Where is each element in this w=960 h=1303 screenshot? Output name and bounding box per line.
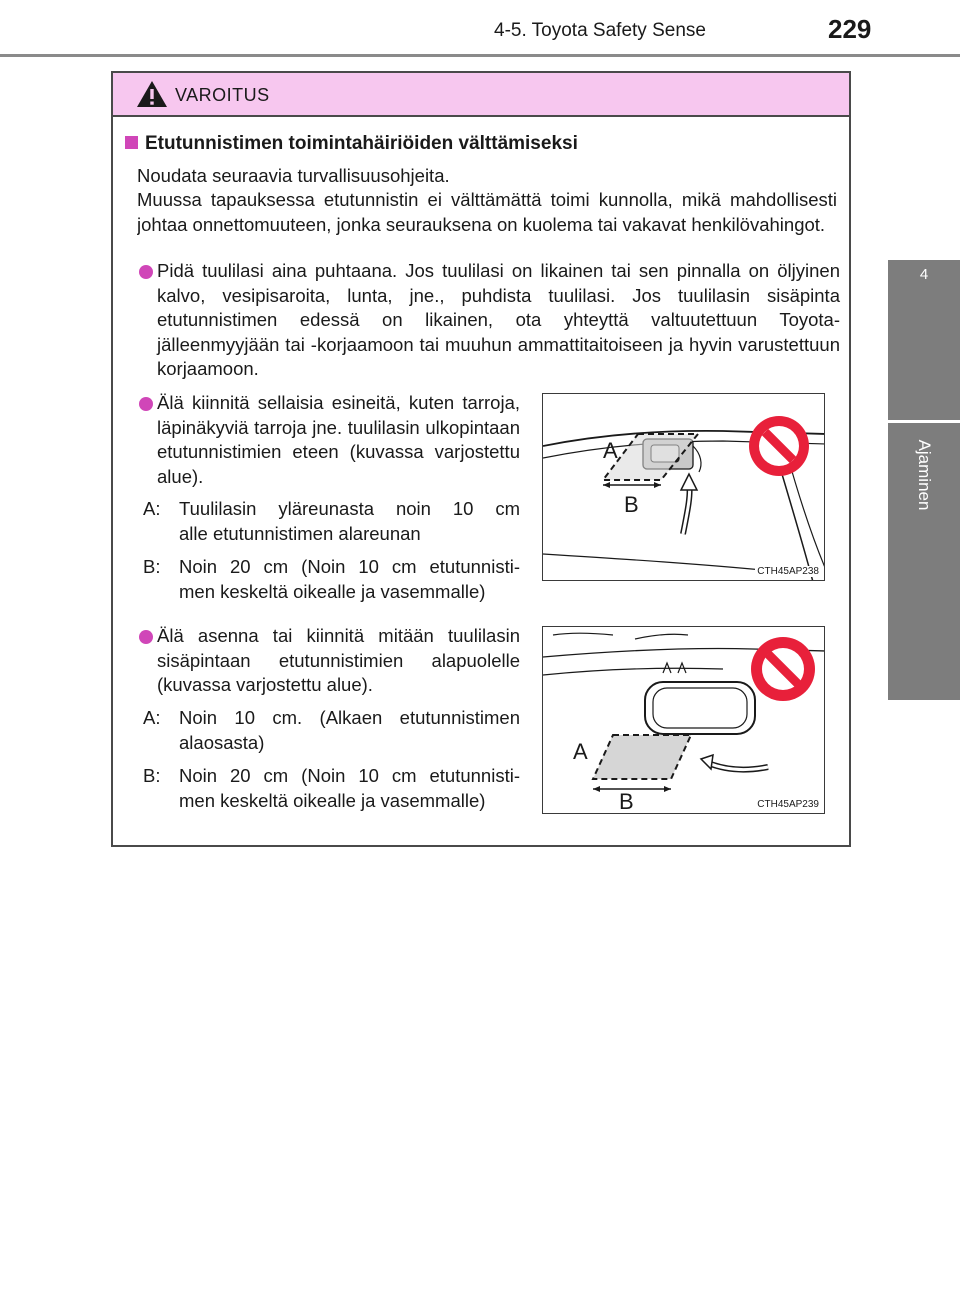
figure-2-code: CTH45AP239 xyxy=(757,799,819,810)
round-bullet-icon xyxy=(139,630,153,644)
section-heading xyxy=(125,133,578,155)
intro-paragraph-1: Noudata seuraavia turvallisuusohjeita. xyxy=(137,165,450,186)
warning-title: VAROITUS xyxy=(175,85,270,105)
side-tab-divider xyxy=(888,420,960,423)
definition-letter-b: B: xyxy=(143,765,161,786)
chapter-number: 4 xyxy=(919,266,929,283)
square-bullet-icon xyxy=(125,136,138,149)
figure-windshield-outside xyxy=(542,393,825,581)
figure-1-label-b: B xyxy=(624,492,639,517)
section-heading-text: Etutunnistimen toimintahäiriöiden välttämiseksi xyxy=(145,133,578,154)
windshield-inside-illustration xyxy=(543,627,825,814)
bullet-nothing-inside: Älä asenna tai kiinnitä mitään tuulilasin sisäpintaan etutunnistimien alapuolelle (kuvassa varjostettu alue). xyxy=(157,625,520,695)
header-divider xyxy=(0,54,960,57)
definition-letter-a: A: xyxy=(143,707,161,728)
definition-a-second-line: alaosasta) xyxy=(179,731,265,753)
round-bullet-icon xyxy=(139,265,153,279)
definition-letter-b: B: xyxy=(143,556,161,577)
figure-2-label-a: A xyxy=(573,739,588,764)
round-bullet-icon xyxy=(139,397,153,411)
figure-1-code: CTH45AP238 xyxy=(757,566,819,577)
definition-a-first-line: Tuulilasin yläreunasta noin 10 cm xyxy=(179,498,520,519)
definition-b-first-line: Noin 20 cm (Noin 10 cm etutunnisti- xyxy=(179,556,520,577)
windshield-outside-illustration xyxy=(543,394,825,581)
page-number: 229 xyxy=(828,14,872,44)
warning-header xyxy=(113,73,849,117)
definition-b-rest: men keskeltä oikealle ja vasemmalle) xyxy=(179,789,486,811)
figure-1-label-a: A xyxy=(603,438,618,463)
figure-windshield-inside xyxy=(542,626,825,814)
definition-letter-a: A: xyxy=(143,498,161,519)
figure-2-label-b: B xyxy=(619,789,634,814)
chapter-label: Ajaminen xyxy=(915,439,934,511)
warning-triangle-icon xyxy=(135,79,169,109)
definition-b-first-line: Noin 20 cm (Noin 10 cm etutunnisti- xyxy=(179,765,520,786)
header-section-title: 4-5. Toyota Safety Sense xyxy=(494,20,706,41)
bullet-no-stickers-outside: Älä kiinnitä sellaisia esineitä, kuten tarroja, läpinäkyviä tarroja jne. tuulilasin ulkopintaan etutunnistimien eteen (kuvassa varjostettu alue). xyxy=(157,392,520,487)
intro-paragraph-2: Muussa tapauksessa etutunnistin ei välttämättä toimi kunnolla, mikä mahdollisesti johtaa onnettomuuteen, jonka seurauksena on kuolema tai vakavat henkilövahingot. xyxy=(137,189,837,235)
definition-b-rest: men keskeltä oikealle ja vasemmalle) xyxy=(179,580,486,602)
definition-a-first-line: Noin 10 cm. (Alkaen etutunnistimen xyxy=(179,707,520,728)
definition-a-second-line: alle etutunnistimen alareunan xyxy=(179,522,421,544)
chapter-side-tab xyxy=(888,260,960,700)
bullet-clean-windshield: Pidä tuulilasi aina puhtaana. Jos tuulilasi on likainen tai sen pinnalla on öljyinen kalvo, vesipisaroita, lunta, jne., puhdista tuulilasi. Jos tuulilasin sisäpinta etutunnistimen edessä on likainen, ota yhteyttä valtuutettuun Toyota-jälleenmyyjään tai -korjaamoon tai muuhun ammattitaitoiseen ja hyvin varustettuun korjaamoon. xyxy=(157,260,840,379)
